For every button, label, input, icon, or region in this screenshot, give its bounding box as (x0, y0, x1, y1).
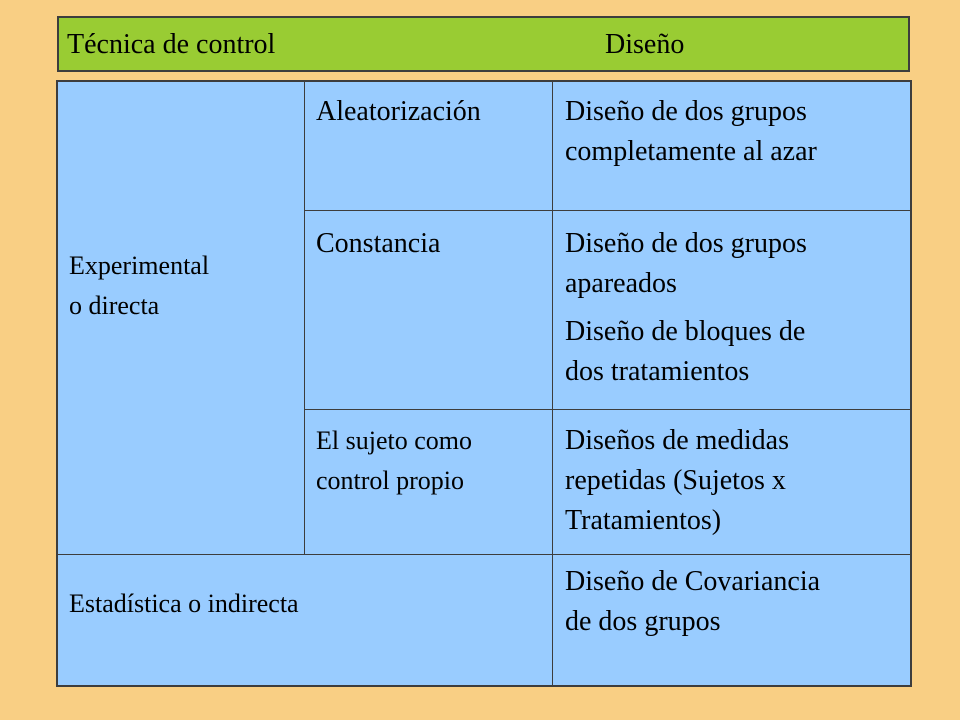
header-design: Diseño (605, 29, 685, 60)
design-line: completamente al azar (565, 136, 817, 167)
design-line: Diseño de bloques de (565, 316, 806, 347)
row-divider (304, 210, 910, 211)
technique-aleatorizacion: Aleatorización (316, 96, 481, 127)
design-sujeto (565, 421, 789, 541)
experimental-label (69, 246, 209, 326)
technique-constancia: Constancia (316, 228, 441, 259)
design-aleatorizacion (565, 92, 817, 172)
design-estadistica (565, 562, 820, 642)
design-line: Diseño de dos grupos (565, 228, 807, 259)
technique-line: El sujeto como (316, 426, 472, 455)
design-line: Diseño de Covariancia (565, 566, 821, 597)
design-line: dos tratamientos (565, 356, 750, 387)
column-divider (304, 82, 305, 554)
design-line: Diseños de medidas (565, 425, 789, 456)
experimental-label-line: o directa (69, 291, 160, 320)
row-divider (58, 554, 910, 555)
row-divider (304, 409, 910, 410)
technique-sujeto (316, 421, 472, 501)
design-line: Diseño de dos grupos (565, 96, 807, 127)
estadistica-label: Estadística o indirecta (69, 589, 299, 618)
design-table (56, 80, 912, 687)
design-constancia (565, 224, 807, 392)
design-line: repetidas (Sujetos x (565, 465, 786, 496)
column-divider (552, 82, 553, 685)
table-header (57, 16, 910, 72)
design-line: de dos grupos (565, 606, 721, 637)
experimental-label-line: Experimental (69, 251, 210, 280)
technique-line: control propio (316, 466, 465, 495)
design-line: apareados (565, 268, 677, 299)
header-technique: Técnica de control (67, 29, 276, 60)
design-line: Tratamientos) (565, 505, 722, 536)
